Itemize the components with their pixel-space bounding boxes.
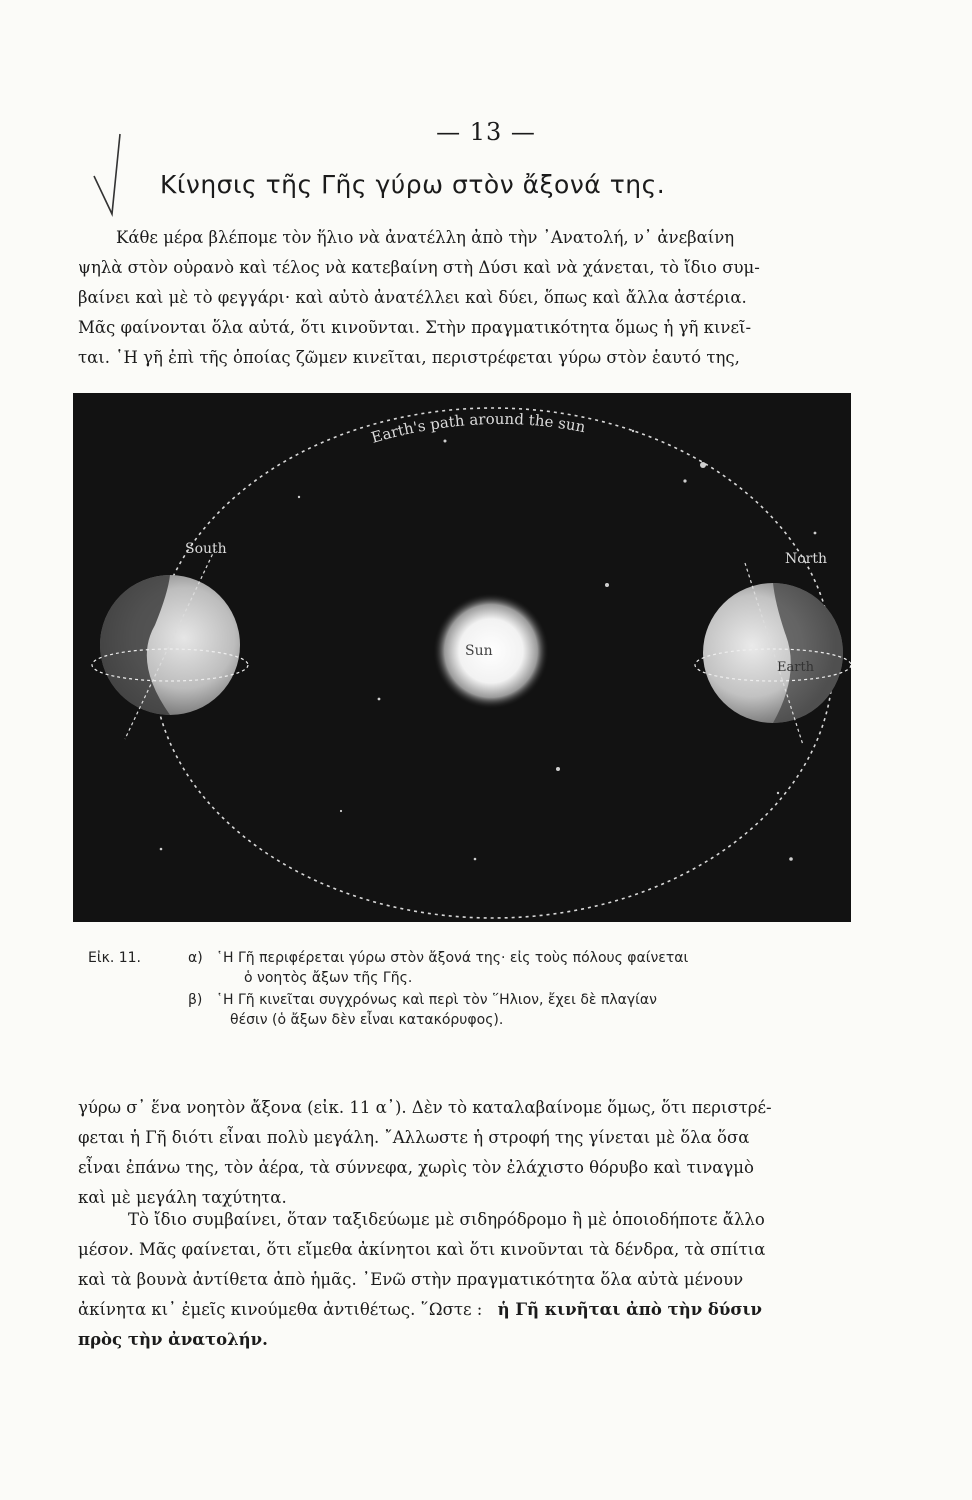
body-paragraph-1 <box>78 1098 868 1218</box>
body-line: καὶ τὰ βουνὰ ἀντίθετα ἀπὸ ἡμᾶς. ᾿Ενῶ στὴν πραγματικότητα ὅλα αὐτὰ μένουν <box>78 1270 744 1289</box>
caption-b-line-2: θέσιν (ὁ ἄξων δὲν εἶναι κατακόρυφος). <box>230 1012 504 1028</box>
caption-a-line-1: ῾Η Γῆ περιφέρεται γύρω στὸν ἄξονά της· εἰς τοὺς πόλους φαίνεται <box>216 950 689 966</box>
earth-left-globe <box>92 549 248 739</box>
intro-line: βαίνει καὶ μὲ τὸ φεγγάρι· καὶ αὐτὸ ἀνατέλλει καὶ δύει, ὅπως καὶ ἄλλα ἀστέρια. <box>78 288 747 307</box>
body-line: Τὸ ἴδιο συμβαίνει, ὅταν ταξιδεύωμε μὲ σιδηρόδρομο ἢ μὲ ὁποιοδήποτε ἄλλο <box>128 1210 765 1229</box>
chapter-title: Κίνησις τῆς Γῆς γύρω στὸν ἄξονά της. <box>160 170 666 199</box>
caption-marker-a: α) <box>188 950 203 966</box>
caption-a-line-2: ὁ νοητὸς ἄξων τῆς Γῆς. <box>244 970 413 986</box>
page-number: — 13 — <box>436 118 536 146</box>
caption-b-line-1: ῾Η Γῆ κινεῖται συγχρόνως καὶ περὶ τὸν ῞Ηλιον, ἔχει δὲ πλαγίαν <box>216 992 657 1008</box>
earth-label: Earth <box>777 660 815 675</box>
earth-orbit-photo <box>73 393 851 922</box>
sun-label: Sun <box>465 643 493 659</box>
body-line <box>78 1300 762 1319</box>
caption-fig-label: Εἰκ. 11. <box>88 950 141 966</box>
body-line: μέσον. Μᾶς φαίνεται, ὅτι εἴμεθα ἀκίνητοι καὶ ὅτι κινοῦνται τὰ δένδρα, τὰ σπίτια <box>78 1240 766 1259</box>
south-label: South <box>185 541 227 557</box>
earth-right-globe <box>695 563 851 745</box>
body-line: γύρω σ᾿ ἕνα νοητὸν ἄξονα (εἰκ. 11 α᾿). Δὲν τὸ καταλαβαίνομε ὅμως, ὅτι περιστρέ- <box>78 1098 772 1117</box>
body-paragraph-2 <box>78 1210 868 1350</box>
conclusion-bold-last: πρὸς τὴν ἀνατολήν. <box>78 1330 268 1349</box>
body-line: καὶ μὲ μεγάλη ταχύτητα. <box>78 1188 287 1207</box>
body-line-text: ἀκίνητα κι᾿ ἐμεῖς κινούμεθα ἀντιθέτως. ῞Ωστε : <box>78 1300 483 1319</box>
intro-line: ψηλὰ στὸν οὐρανὸ καὶ τέλος νὰ κατεβαίνη στὴ Δύσι καὶ νὰ χάνεται, τὸ ἴδιο συμ- <box>78 258 760 277</box>
pencil-check-mark <box>90 128 134 218</box>
intro-line: ται. ῾Η γῆ ἐπὶ τῆς ὁποίας ζῶμεν κινεῖται, περιστρέφεται γύρω στὸν ἑαυτό της, <box>78 348 740 367</box>
intro-line: Κάθε μέρα βλέπομε τὸν ἥλιο νὰ ἀνατέλλη ἀπὸ τὴν ᾿Ανατολή, ν᾿ ἀνεβαίνη <box>116 228 735 247</box>
intro-line: Μᾶς φαίνονται ὅλα αὐτά, ὅτι κινοῦνται. Στὴν πραγματικότητα ὅμως ἡ γῆ κινεῖ- <box>78 318 752 337</box>
intro-paragraph <box>78 228 868 378</box>
caption-marker-b: β) <box>188 992 203 1008</box>
orbit-label: Earth's path around the sun <box>369 409 587 447</box>
figure-caption <box>88 950 848 1030</box>
conclusion-bold: ἡ Γῆ κινῆται ἀπὸ τὴν δύσιν <box>497 1300 762 1319</box>
body-line: φεται ἡ Γῆ διότι εἶναι πολὺ μεγάλη. ῎Αλλωστε ἡ στροφή της γίνεται μὲ ὅλα ὅσα <box>78 1128 750 1147</box>
north-label: North <box>785 551 828 567</box>
body-line: εἶναι ἐπάνω της, τὸν ἀέρα, τὰ σύννεφα, χωρὶς τὸν ἐλάχιστο θόρυβο καὶ τιναγμὸ <box>78 1158 754 1177</box>
